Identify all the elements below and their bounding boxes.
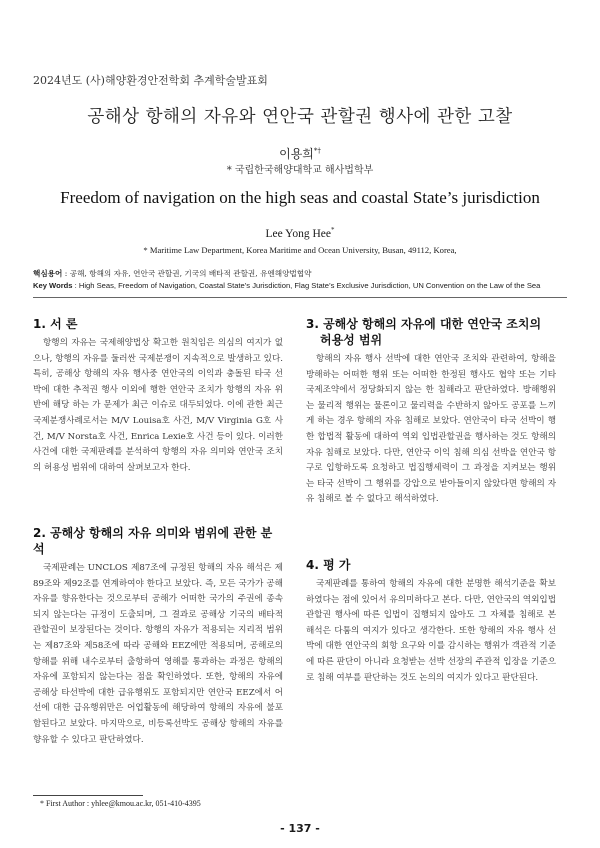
english-author-name: Lee Yong Hee [265,227,331,240]
korean-affiliation: * 국립한국해양대학교 해사법학부 [226,165,374,176]
english-author-mark: * [330,226,335,234]
english-keywords-label: Key Words [33,281,73,290]
korean-keywords-label: 핵심용어 [33,269,63,278]
section-1-body: 항행의 자유는 국제해양법상 확고한 원칙임은 의심의 여지가 없으나, 항행의 자유를 둘러싼 국제분쟁이 지속적으로 발생하고 있다. 특히, 공해상 항해의 자유 행사중 연안국의 이익과 충돌된 타국 선박에 대한 추적권 행사 이외에 행한 연안국 조치가 항행의 자유 위반에 해당 하는 가 문제가 최근 이슈로 대두되었다. 이에 관한 최근 국제분쟁사례로서는 M/V Louisa호 사건, M/V Virginia G호 사건, M/V Norsta호 사건, Enrica Lexie호 사건 등이 있다. 이러한 사건에 대한 국제판례를 분석하여 항행의 자유 의미와 연안국 조치의 허용성 범위에 대하여 살펴보고자 한다. [33,338,283,473]
footnote: * First Author : yhlee@kmou.ac.kr, 051-410-4395 [40,799,201,808]
footnote-divider [33,795,143,796]
section-3-heading-line2: 허용성 범위 [320,333,383,347]
conference-header: 2024년도 (사)해양환경안전학회 추계학술발표회 [33,74,268,87]
page-number: - 137 - [280,822,320,835]
korean-title: 공해상 항해의 자유와 연안국 관할권 행사에 관한 고찰 [87,107,513,127]
section-2-heading: 2. 공해상 항해의 자유 의미와 범위에 관한 분석 [33,526,273,556]
section-2 [33,525,283,748]
section-3-body: 항해의 자유 행사 선박에 대한 연안국 조치와 관련하여, 항해을 방해하는 어떠한 행위 또는 어떠한 한정된 행사도 협약 또는 기타 국제조약에서 정당화되지 않는 한 침해라고 판단하였다. 방해행위는 물리적 행위는 물론이고 물리력을 수반하지 않아도 공포를 느끼게 하는 경우 항해의 자유 침해로 보았다. 연안국이 타국 선박이 행한 합법적 활동에 대하여 역외 입법관할권을 행사하는 것도 항해의 자유 침해로 보았다. 다만, 연안국 이익 침해 의심 선박을 연안국 항구로 입항하도록 요청하고 법집행세력이 그 과정을 지켜보는 행위는 타국 선박이 그 행위를 강압으로 받아들이지 않았다면 항해의 자유 침해로 볼 수 없다고 해석하였다. [306,354,556,505]
korean-author [0,145,600,162]
korean-author-name: 이용희 [279,147,314,161]
keywords-divider [33,297,567,298]
section-1-heading: 1. 서 론 [33,317,78,331]
english-author [0,226,600,240]
section-4 [306,557,556,686]
english-affiliation: * Maritime Law Department, Korea Maritime and Ocean University, Busan, 49112, Korea, [143,245,457,255]
korean-keywords [33,268,311,279]
section-3 [306,316,556,508]
korean-author-mark: *† [313,147,321,155]
korean-keywords-text: : 공해, 항해의 자유, 연안국 관할권, 기국의 배타적 관할권, 유엔해양법협약 [62,269,312,278]
english-title: Freedom of navigation on the high seas and coastal State’s jurisdiction [60,188,540,207]
section-1 [33,316,283,476]
english-keywords [33,281,540,290]
section-2-body: 국제판례는 UNCLOS 제87조에 규정된 항해의 자유 해석은 제89조와 제92조를 연계하여야 한다고 보았다. 즉, 모든 국가가 공해 자유를 향유한다는 것으로부터 공해가 어떠한 국가의 주권에 종속되지 않는다는 규정이 도출되며, 그 결과로 공해상 기국의 배타적 관할권이 보장된다는 것이다. 항행의 자유가 적용되는 지리적 범위는 제87조와 제58조에 따라 공해와 EEZ에만 적용되며, 공해로의 항해를 위해 내수로부터 출항하여 영해를 통과하는 과정은 항해의 자유에 포함되지 않는다는 점을 확인하였다. 또한, 항해의 자유에 공해상 타선박에 대한 급유행위도 포함되지만 연안국 EEZ에서 어선에 대한 급유행위만은 어업활동에 해당하여 항해의 자유에 불포함된다고 보았다. 마지막으로, 비등록선박도 공해상 항해의 자유를 향유할 수 있다고 판단하였다. [33,563,283,745]
section-4-body: 국제판례를 통하여 항해의 자유에 대한 분명한 해석기준을 확보하였다는 점에 있어서 유의미하다고 본다. 다만, 연안국의 역외입법관할권 행사에 따른 입법이 집행되지 않아도 그 자체를 침해로 본 해석은 다툼의 여지가 있다고 생각한다. 또한 항해의 자유 행사 선박에 대한 연안국의 회항 요구와 이를 감시하는 행위가 객관적 기준에 따른 판단이 아니라 요청받는 선박 선장의 주관적 입장을 기준으로 침해 여부를 판단하는 것도 논의의 여지가 있다고 판단된다. [306,579,556,683]
section-4-heading: 4. 평 가 [306,558,351,572]
english-keywords-text: : High Seas, Freedom of Navigation, Coastal State’s Jurisdiction, Flag State’s Exclusive Jurisdiction, UN Convention on the Law of the Sea [72,281,541,290]
section-3-heading-line1: 3. 공해상 항해의 자유에 대한 연안국 조치의 [306,317,542,331]
